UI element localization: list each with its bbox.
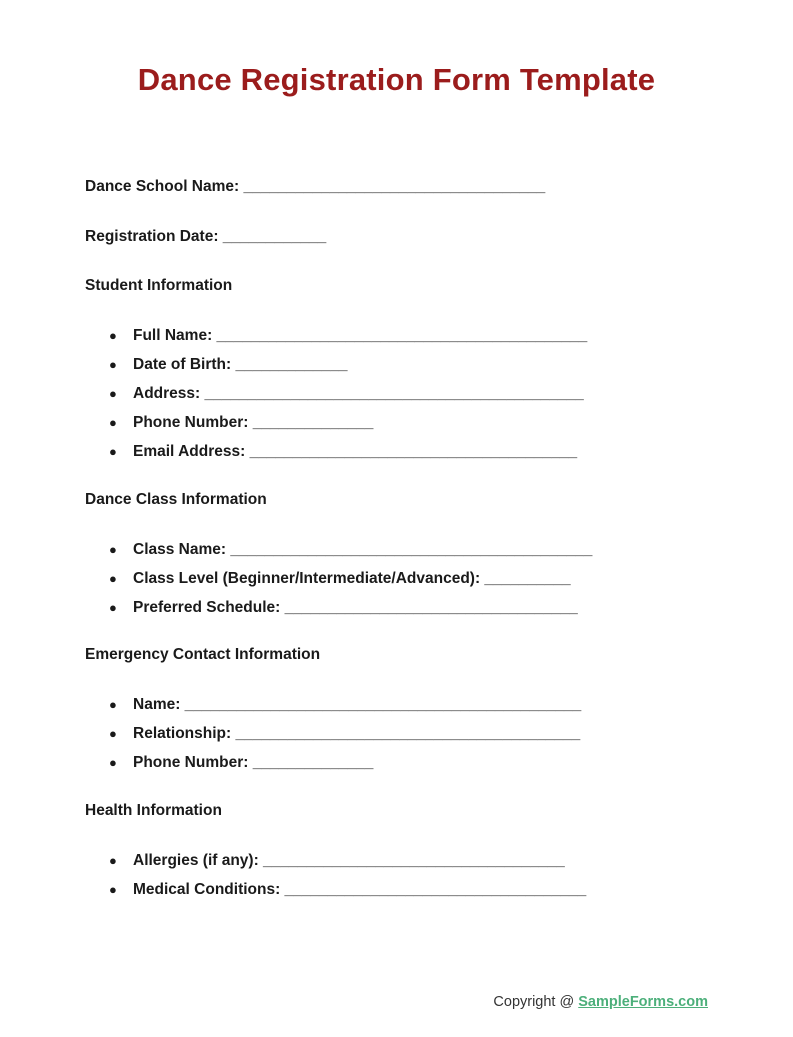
list-item bbox=[0, 564, 571, 593]
bullet-icon: ● bbox=[109, 755, 117, 770]
list-item bbox=[0, 408, 374, 437]
bullet-icon: ● bbox=[109, 386, 117, 401]
medical-conditions-field: Medical Conditions: ___________________________________ bbox=[133, 881, 587, 898]
full-name-field: Full Name: ___________________________________________ bbox=[133, 327, 588, 344]
allergies-field: Allergies (if any): ___________________________________ bbox=[133, 852, 565, 869]
list-item bbox=[0, 846, 565, 875]
preferred-schedule-field: Preferred Schedule: __________________________________ bbox=[133, 599, 578, 616]
bullet-icon: ● bbox=[109, 600, 117, 615]
class-name-field: Class Name: __________________________________________ bbox=[133, 541, 593, 558]
emergency-phone-number-field: Phone Number: ______________ bbox=[133, 754, 374, 771]
class-level-field: Class Level (Beginner/Intermediate/Advanced): __________ bbox=[133, 570, 571, 587]
registration-date-field: Registration Date: ____________ bbox=[85, 228, 327, 245]
relationship-field: Relationship: ________________________________________ bbox=[133, 725, 581, 742]
sampleforms-link[interactable]: SampleForms.com bbox=[578, 994, 708, 1010]
dance-class-information-list bbox=[0, 535, 593, 622]
emergency-contact-information-heading: Emergency Contact Information bbox=[85, 646, 321, 663]
student-information-heading: Student Information bbox=[85, 277, 233, 294]
list-item bbox=[0, 350, 348, 379]
page-title: Dance Registration Form Template bbox=[137, 62, 656, 97]
phone-number-field: Phone Number: ______________ bbox=[133, 414, 374, 431]
bullet-icon: ● bbox=[109, 444, 117, 459]
list-item bbox=[0, 719, 581, 748]
list-item bbox=[0, 379, 584, 408]
dance-school-name-field: Dance School Name: ___________________________________ bbox=[85, 178, 546, 195]
date-of-birth-field: Date of Birth: _____________ bbox=[133, 356, 348, 373]
copyright-footer bbox=[493, 994, 708, 1010]
email-address-field: Email Address: ______________________________________ bbox=[133, 443, 578, 460]
student-information-list bbox=[0, 321, 588, 466]
health-information-heading: Health Information bbox=[85, 802, 222, 819]
emergency-name-field: Name: ______________________________________________ bbox=[133, 696, 582, 713]
list-item bbox=[0, 321, 588, 350]
bullet-icon: ● bbox=[109, 882, 117, 897]
list-item bbox=[0, 748, 374, 777]
list-item bbox=[0, 593, 578, 622]
bullet-icon: ● bbox=[109, 357, 117, 372]
bullet-icon: ● bbox=[109, 542, 117, 557]
dance-class-information-heading: Dance Class Information bbox=[85, 491, 267, 508]
bullet-icon: ● bbox=[109, 726, 117, 741]
address-field: Address: ____________________________________________ bbox=[133, 385, 584, 402]
bullet-icon: ● bbox=[109, 415, 117, 430]
emergency-contact-information-list bbox=[0, 690, 582, 777]
health-information-list bbox=[0, 846, 587, 904]
copyright-text: Copyright @ bbox=[493, 994, 579, 1010]
list-item bbox=[0, 690, 582, 719]
list-item bbox=[0, 535, 593, 564]
list-item bbox=[0, 437, 578, 466]
bullet-icon: ● bbox=[109, 853, 117, 868]
bullet-icon: ● bbox=[109, 571, 117, 586]
bullet-icon: ● bbox=[109, 328, 117, 343]
list-item bbox=[0, 875, 587, 904]
bullet-icon: ● bbox=[109, 697, 117, 712]
